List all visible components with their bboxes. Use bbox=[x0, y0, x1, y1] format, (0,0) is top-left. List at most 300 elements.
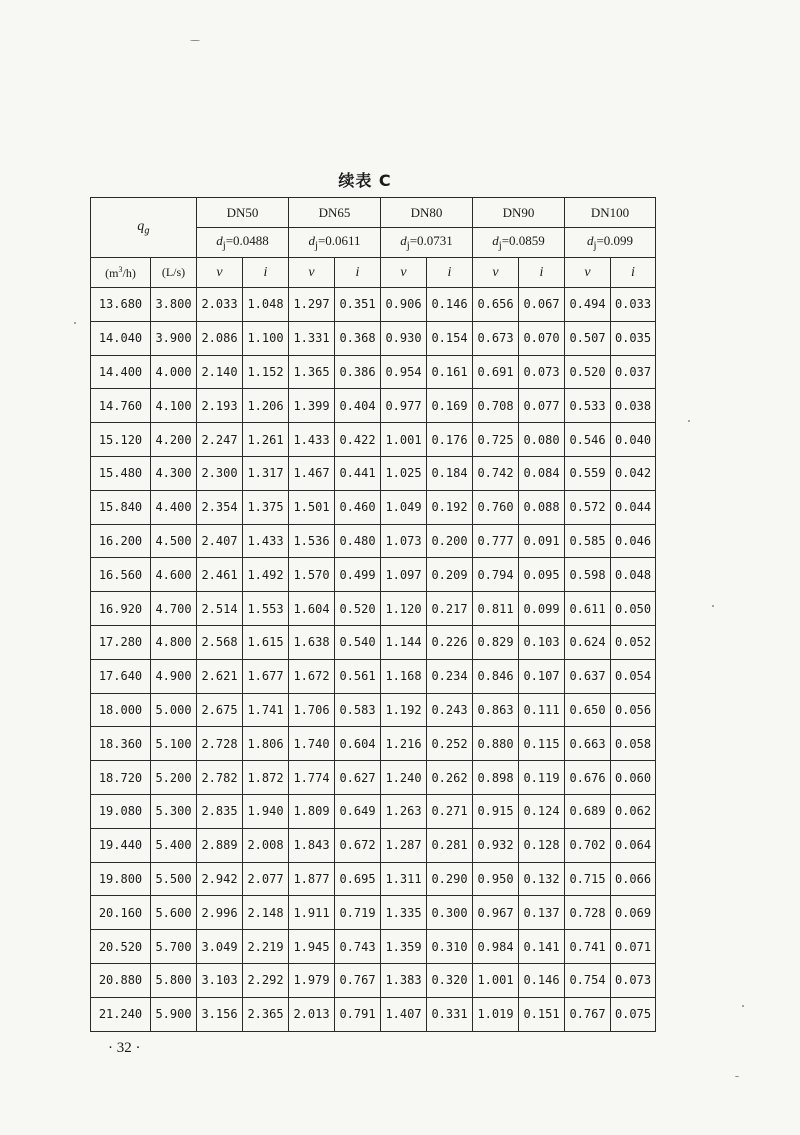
velocity-cell: 2.782 bbox=[197, 761, 243, 795]
dj-sub: j bbox=[498, 239, 502, 252]
velocity-cell: 0.811 bbox=[473, 592, 519, 626]
gradient-cell: 0.422 bbox=[335, 423, 381, 457]
gradient-cell: 0.111 bbox=[519, 693, 565, 727]
velocity-cell: 1.809 bbox=[289, 794, 335, 828]
gradient-cell: 0.226 bbox=[427, 625, 473, 659]
velocity-cell: 0.967 bbox=[473, 896, 519, 930]
dj-header bbox=[381, 228, 473, 258]
velocity-cell: 1.740 bbox=[289, 727, 335, 761]
velocity-cell: 1.168 bbox=[381, 659, 427, 693]
dn-header: DN100 bbox=[565, 198, 656, 228]
flow-m3h-cell: 18.720 bbox=[91, 761, 151, 795]
velocity-cell: 2.835 bbox=[197, 794, 243, 828]
header-row-dn bbox=[91, 198, 656, 228]
gradient-cell: 0.320 bbox=[427, 963, 473, 997]
gradient-cell: 0.217 bbox=[427, 592, 473, 626]
gradient-cell: 0.073 bbox=[519, 355, 565, 389]
dn-header: DN65 bbox=[289, 198, 381, 228]
page-number: · 32 · bbox=[108, 1040, 141, 1056]
velocity-cell: 0.760 bbox=[473, 490, 519, 524]
gradient-cell: 0.695 bbox=[335, 862, 381, 896]
gradient-header: i bbox=[335, 258, 381, 288]
dj-sub: j bbox=[222, 239, 226, 252]
gradient-cell: 0.046 bbox=[611, 524, 656, 558]
flow-m3h-cell: 17.280 bbox=[91, 625, 151, 659]
velocity-cell: 2.407 bbox=[197, 524, 243, 558]
qg-header bbox=[91, 198, 197, 258]
gradient-cell: 0.124 bbox=[519, 794, 565, 828]
velocity-cell: 1.536 bbox=[289, 524, 335, 558]
gradient-cell: 1.317 bbox=[243, 456, 289, 490]
velocity-cell: 1.911 bbox=[289, 896, 335, 930]
gradient-cell: 0.091 bbox=[519, 524, 565, 558]
table-row bbox=[91, 727, 656, 761]
gradient-cell: 1.206 bbox=[243, 389, 289, 423]
gradient-cell: 0.184 bbox=[427, 456, 473, 490]
flow-ls-cell: 4.200 bbox=[151, 423, 197, 457]
velocity-cell: 1.144 bbox=[381, 625, 427, 659]
velocity-cell: 1.025 bbox=[381, 456, 427, 490]
gradient-cell: 0.058 bbox=[611, 727, 656, 761]
velocity-cell: 0.673 bbox=[473, 321, 519, 355]
velocity-cell: 2.140 bbox=[197, 355, 243, 389]
flow-ls-cell: 5.300 bbox=[151, 794, 197, 828]
gradient-cell: 1.940 bbox=[243, 794, 289, 828]
gradient-cell: 0.107 bbox=[519, 659, 565, 693]
gradient-cell: 0.252 bbox=[427, 727, 473, 761]
velocity-cell: 0.932 bbox=[473, 828, 519, 862]
gradient-cell: 0.048 bbox=[611, 558, 656, 592]
dj-symbol: d bbox=[308, 233, 315, 249]
velocity-cell: 0.754 bbox=[565, 963, 611, 997]
flow-ls-cell: 4.600 bbox=[151, 558, 197, 592]
gradient-cell: 0.035 bbox=[611, 321, 656, 355]
table-row bbox=[91, 423, 656, 457]
velocity-cell: 2.942 bbox=[197, 862, 243, 896]
flow-ls-cell: 3.900 bbox=[151, 321, 197, 355]
table-row bbox=[91, 761, 656, 795]
table-row bbox=[91, 558, 656, 592]
gradient-cell: 0.037 bbox=[611, 355, 656, 389]
gradient-cell: 0.200 bbox=[427, 524, 473, 558]
gradient-cell: 0.137 bbox=[519, 896, 565, 930]
velocity-cell: 1.706 bbox=[289, 693, 335, 727]
velocity-cell: 2.193 bbox=[197, 389, 243, 423]
gradient-cell: 0.151 bbox=[519, 997, 565, 1031]
velocity-cell: 0.611 bbox=[565, 592, 611, 626]
velocity-cell: 1.467 bbox=[289, 456, 335, 490]
flow-m3h-cell: 15.120 bbox=[91, 423, 151, 457]
gradient-cell: 0.128 bbox=[519, 828, 565, 862]
gradient-cell: 0.300 bbox=[427, 896, 473, 930]
gradient-cell: 0.672 bbox=[335, 828, 381, 862]
flow-ls-cell: 5.000 bbox=[151, 693, 197, 727]
qg-sub: g bbox=[144, 226, 150, 237]
gradient-cell: 0.066 bbox=[611, 862, 656, 896]
gradient-cell: 1.261 bbox=[243, 423, 289, 457]
velocity-cell: 0.906 bbox=[381, 288, 427, 322]
velocity-cell: 0.650 bbox=[565, 693, 611, 727]
flow-ls-cell: 5.700 bbox=[151, 930, 197, 964]
gradient-cell: 2.008 bbox=[243, 828, 289, 862]
velocity-cell: 1.638 bbox=[289, 625, 335, 659]
gradient-cell: 1.741 bbox=[243, 693, 289, 727]
gradient-cell: 0.310 bbox=[427, 930, 473, 964]
flow-m3h-cell: 16.560 bbox=[91, 558, 151, 592]
gradient-cell: 0.743 bbox=[335, 930, 381, 964]
velocity-cell: 0.656 bbox=[473, 288, 519, 322]
dj-value: =0.099 bbox=[596, 233, 634, 249]
dj-header bbox=[473, 228, 565, 258]
flow-ls-cell: 5.900 bbox=[151, 997, 197, 1031]
gradient-cell: 0.331 bbox=[427, 997, 473, 1031]
velocity-cell: 2.728 bbox=[197, 727, 243, 761]
gradient-cell: 1.433 bbox=[243, 524, 289, 558]
gradient-cell: 2.365 bbox=[243, 997, 289, 1031]
gradient-cell: 0.176 bbox=[427, 423, 473, 457]
gradient-cell: 0.080 bbox=[519, 423, 565, 457]
gradient-cell: 0.234 bbox=[427, 659, 473, 693]
gradient-cell: 0.368 bbox=[335, 321, 381, 355]
velocity-cell: 0.598 bbox=[565, 558, 611, 592]
table-row bbox=[91, 456, 656, 490]
velocity-cell: 0.728 bbox=[565, 896, 611, 930]
gradient-cell: 0.262 bbox=[427, 761, 473, 795]
table-row bbox=[91, 693, 656, 727]
table-body bbox=[91, 288, 656, 1032]
gradient-cell: 0.077 bbox=[519, 389, 565, 423]
gradient-cell: 0.209 bbox=[427, 558, 473, 592]
velocity-cell: 1.407 bbox=[381, 997, 427, 1031]
gradient-cell: 1.375 bbox=[243, 490, 289, 524]
gradient-cell: 0.480 bbox=[335, 524, 381, 558]
velocity-cell: 0.559 bbox=[565, 456, 611, 490]
flow-ls-cell: 4.500 bbox=[151, 524, 197, 558]
dj-value: =0.0731 bbox=[409, 233, 453, 249]
flow-ls-cell: 5.800 bbox=[151, 963, 197, 997]
dn-header: DN80 bbox=[381, 198, 473, 228]
gradient-cell: 0.044 bbox=[611, 490, 656, 524]
velocity-cell: 1.001 bbox=[381, 423, 427, 457]
velocity-cell: 0.572 bbox=[565, 490, 611, 524]
gradient-cell: 0.499 bbox=[335, 558, 381, 592]
velocity-cell: 2.461 bbox=[197, 558, 243, 592]
flow-ls-cell: 4.700 bbox=[151, 592, 197, 626]
gradient-cell: 0.649 bbox=[335, 794, 381, 828]
gradient-cell: 0.084 bbox=[519, 456, 565, 490]
velocity-cell: 0.676 bbox=[565, 761, 611, 795]
gradient-cell: 0.069 bbox=[611, 896, 656, 930]
gradient-cell: 0.070 bbox=[519, 321, 565, 355]
flow-m3h-cell: 14.040 bbox=[91, 321, 151, 355]
velocity-cell: 1.672 bbox=[289, 659, 335, 693]
gradient-cell: 0.520 bbox=[335, 592, 381, 626]
table-row bbox=[91, 355, 656, 389]
velocity-cell: 1.240 bbox=[381, 761, 427, 795]
gradient-cell: 2.292 bbox=[243, 963, 289, 997]
gradient-cell: 0.460 bbox=[335, 490, 381, 524]
velocity-cell: 0.794 bbox=[473, 558, 519, 592]
velocity-cell: 1.001 bbox=[473, 963, 519, 997]
gradient-cell: 0.404 bbox=[335, 389, 381, 423]
table-row bbox=[91, 794, 656, 828]
gradient-cell: 0.054 bbox=[611, 659, 656, 693]
header-row-units bbox=[91, 258, 656, 288]
gradient-cell: 0.290 bbox=[427, 862, 473, 896]
gradient-cell: 0.033 bbox=[611, 288, 656, 322]
flow-m3h-cell: 14.400 bbox=[91, 355, 151, 389]
flow-ls-cell: 4.100 bbox=[151, 389, 197, 423]
table-row bbox=[91, 896, 656, 930]
velocity-cell: 0.742 bbox=[473, 456, 519, 490]
scan-speck bbox=[688, 420, 690, 422]
table-row bbox=[91, 321, 656, 355]
gradient-cell: 0.604 bbox=[335, 727, 381, 761]
gradient-cell: 0.243 bbox=[427, 693, 473, 727]
table-row bbox=[91, 862, 656, 896]
gradient-cell: 1.806 bbox=[243, 727, 289, 761]
gradient-cell: 0.062 bbox=[611, 794, 656, 828]
velocity-cell: 2.568 bbox=[197, 625, 243, 659]
gradient-cell: 0.060 bbox=[611, 761, 656, 795]
gradient-cell: 0.583 bbox=[335, 693, 381, 727]
gradient-cell: 0.791 bbox=[335, 997, 381, 1031]
scan-speck bbox=[190, 40, 200, 41]
velocity-cell: 1.049 bbox=[381, 490, 427, 524]
velocity-cell: 0.863 bbox=[473, 693, 519, 727]
gradient-cell: 0.095 bbox=[519, 558, 565, 592]
velocity-cell: 1.335 bbox=[381, 896, 427, 930]
gradient-cell: 0.540 bbox=[335, 625, 381, 659]
gradient-cell: 0.351 bbox=[335, 288, 381, 322]
velocity-cell: 1.297 bbox=[289, 288, 335, 322]
velocity-cell: 1.097 bbox=[381, 558, 427, 592]
gradient-cell: 0.088 bbox=[519, 490, 565, 524]
velocity-cell: 2.621 bbox=[197, 659, 243, 693]
table-row bbox=[91, 288, 656, 322]
velocity-cell: 0.520 bbox=[565, 355, 611, 389]
velocity-cell: 1.331 bbox=[289, 321, 335, 355]
velocity-cell: 1.192 bbox=[381, 693, 427, 727]
gradient-cell: 0.161 bbox=[427, 355, 473, 389]
velocity-cell: 2.086 bbox=[197, 321, 243, 355]
flow-ls-cell: 4.800 bbox=[151, 625, 197, 659]
gradient-cell: 0.073 bbox=[611, 963, 656, 997]
flow-ls-cell: 4.000 bbox=[151, 355, 197, 389]
gradient-cell: 0.146 bbox=[427, 288, 473, 322]
velocity-cell: 0.507 bbox=[565, 321, 611, 355]
velocity-cell: 2.013 bbox=[289, 997, 335, 1031]
qg-label: q bbox=[137, 218, 145, 234]
velocity-cell: 2.300 bbox=[197, 456, 243, 490]
dj-symbol: d bbox=[492, 233, 499, 249]
table-title: 续表 C bbox=[338, 171, 392, 190]
velocity-cell: 1.604 bbox=[289, 592, 335, 626]
gradient-cell: 0.146 bbox=[519, 963, 565, 997]
velocity-cell: 0.708 bbox=[473, 389, 519, 423]
gradient-cell: 0.627 bbox=[335, 761, 381, 795]
dj-header bbox=[565, 228, 656, 258]
velocity-cell: 2.889 bbox=[197, 828, 243, 862]
velocity-cell: 1.433 bbox=[289, 423, 335, 457]
velocity-cell: 2.354 bbox=[197, 490, 243, 524]
gradient-cell: 0.050 bbox=[611, 592, 656, 626]
velocity-cell: 0.494 bbox=[565, 288, 611, 322]
velocity-header: v bbox=[289, 258, 335, 288]
velocity-cell: 0.689 bbox=[565, 794, 611, 828]
unit-m3h-header bbox=[91, 258, 151, 288]
velocity-cell: 3.156 bbox=[197, 997, 243, 1031]
velocity-cell: 0.585 bbox=[565, 524, 611, 558]
velocity-cell: 1.399 bbox=[289, 389, 335, 423]
flow-ls-cell: 4.400 bbox=[151, 490, 197, 524]
dj-symbol: d bbox=[586, 233, 594, 249]
flow-m3h-cell: 16.920 bbox=[91, 592, 151, 626]
velocity-cell: 2.514 bbox=[197, 592, 243, 626]
unit-sup: 3 bbox=[118, 264, 123, 274]
velocity-cell: 0.767 bbox=[565, 997, 611, 1031]
velocity-cell: 0.637 bbox=[565, 659, 611, 693]
flow-ls-cell: 5.100 bbox=[151, 727, 197, 761]
flow-m3h-cell: 19.080 bbox=[91, 794, 151, 828]
gradient-cell: 1.152 bbox=[243, 355, 289, 389]
gradient-cell: 2.148 bbox=[243, 896, 289, 930]
gradient-cell: 0.115 bbox=[519, 727, 565, 761]
velocity-cell: 0.954 bbox=[381, 355, 427, 389]
flow-table bbox=[90, 197, 656, 1032]
flow-m3h-cell: 14.760 bbox=[91, 389, 151, 423]
dj-header bbox=[197, 228, 289, 258]
velocity-cell: 1.263 bbox=[381, 794, 427, 828]
velocity-cell: 1.945 bbox=[289, 930, 335, 964]
table-row bbox=[91, 524, 656, 558]
gradient-cell: 1.492 bbox=[243, 558, 289, 592]
gradient-cell: 0.386 bbox=[335, 355, 381, 389]
velocity-cell: 0.725 bbox=[473, 423, 519, 457]
table-row bbox=[91, 389, 656, 423]
velocity-cell: 3.049 bbox=[197, 930, 243, 964]
velocity-cell: 1.359 bbox=[381, 930, 427, 964]
flow-m3h-cell: 18.360 bbox=[91, 727, 151, 761]
dj-sub: j bbox=[593, 239, 597, 252]
flow-m3h-cell: 19.440 bbox=[91, 828, 151, 862]
flow-m3h-cell: 15.480 bbox=[91, 456, 151, 490]
flow-m3h-cell: 13.680 bbox=[91, 288, 151, 322]
gradient-cell: 0.441 bbox=[335, 456, 381, 490]
gradient-cell: 0.132 bbox=[519, 862, 565, 896]
gradient-cell: 0.064 bbox=[611, 828, 656, 862]
scan-speck bbox=[74, 322, 76, 324]
gradient-cell: 0.075 bbox=[611, 997, 656, 1031]
table-row bbox=[91, 592, 656, 626]
gradient-header: i bbox=[611, 258, 656, 288]
velocity-cell: 1.877 bbox=[289, 862, 335, 896]
velocity-cell: 0.950 bbox=[473, 862, 519, 896]
flow-ls-cell: 5.400 bbox=[151, 828, 197, 862]
dj-value: =0.0488 bbox=[225, 233, 269, 249]
velocity-cell: 2.675 bbox=[197, 693, 243, 727]
scan-speck bbox=[712, 605, 714, 607]
velocity-cell: 1.365 bbox=[289, 355, 335, 389]
gradient-cell: 0.052 bbox=[611, 625, 656, 659]
gradient-cell: 0.719 bbox=[335, 896, 381, 930]
flow-m3h-cell: 21.240 bbox=[91, 997, 151, 1031]
velocity-header: v bbox=[197, 258, 243, 288]
gradient-header: i bbox=[519, 258, 565, 288]
gradient-cell: 0.169 bbox=[427, 389, 473, 423]
gradient-cell: 1.048 bbox=[243, 288, 289, 322]
gradient-cell: 0.071 bbox=[611, 930, 656, 964]
dj-symbol: d bbox=[216, 233, 223, 249]
gradient-cell: 0.119 bbox=[519, 761, 565, 795]
velocity-cell: 0.930 bbox=[381, 321, 427, 355]
flow-m3h-cell: 20.160 bbox=[91, 896, 151, 930]
velocity-header: v bbox=[473, 258, 519, 288]
gradient-cell: 0.040 bbox=[611, 423, 656, 457]
dj-header bbox=[289, 228, 381, 258]
velocity-cell: 1.073 bbox=[381, 524, 427, 558]
gradient-cell: 0.271 bbox=[427, 794, 473, 828]
velocity-cell: 2.996 bbox=[197, 896, 243, 930]
velocity-cell: 0.691 bbox=[473, 355, 519, 389]
unit-ls-header: (L/s) bbox=[151, 258, 197, 288]
gradient-header: i bbox=[243, 258, 289, 288]
gradient-cell: 0.141 bbox=[519, 930, 565, 964]
flow-ls-cell: 5.500 bbox=[151, 862, 197, 896]
table-row bbox=[91, 659, 656, 693]
velocity-cell: 0.624 bbox=[565, 625, 611, 659]
velocity-cell: 0.829 bbox=[473, 625, 519, 659]
velocity-cell: 1.019 bbox=[473, 997, 519, 1031]
table-row bbox=[91, 997, 656, 1031]
velocity-cell: 0.984 bbox=[473, 930, 519, 964]
velocity-cell: 0.702 bbox=[565, 828, 611, 862]
table-row bbox=[91, 930, 656, 964]
velocity-cell: 3.103 bbox=[197, 963, 243, 997]
scan-speck bbox=[735, 1076, 739, 1077]
dn-header: DN90 bbox=[473, 198, 565, 228]
velocity-cell: 0.663 bbox=[565, 727, 611, 761]
velocity-cell: 0.546 bbox=[565, 423, 611, 457]
velocity-cell: 0.846 bbox=[473, 659, 519, 693]
gradient-cell: 2.219 bbox=[243, 930, 289, 964]
unit-text: /h) bbox=[122, 265, 136, 280]
velocity-cell: 0.880 bbox=[473, 727, 519, 761]
gradient-header: i bbox=[427, 258, 473, 288]
dj-value: =0.0859 bbox=[501, 233, 545, 249]
flow-m3h-cell: 19.800 bbox=[91, 862, 151, 896]
gradient-cell: 1.872 bbox=[243, 761, 289, 795]
gradient-cell: 0.067 bbox=[519, 288, 565, 322]
flow-ls-cell: 5.600 bbox=[151, 896, 197, 930]
velocity-cell: 1.501 bbox=[289, 490, 335, 524]
gradient-cell: 0.103 bbox=[519, 625, 565, 659]
flow-m3h-cell: 20.880 bbox=[91, 963, 151, 997]
gradient-cell: 0.561 bbox=[335, 659, 381, 693]
velocity-cell: 0.741 bbox=[565, 930, 611, 964]
velocity-cell: 2.247 bbox=[197, 423, 243, 457]
scan-speck bbox=[742, 1005, 744, 1007]
flow-ls-cell: 5.200 bbox=[151, 761, 197, 795]
velocity-cell: 1.120 bbox=[381, 592, 427, 626]
velocity-cell: 1.979 bbox=[289, 963, 335, 997]
gradient-cell: 0.154 bbox=[427, 321, 473, 355]
velocity-cell: 0.715 bbox=[565, 862, 611, 896]
flow-m3h-cell: 15.840 bbox=[91, 490, 151, 524]
velocity-cell: 1.843 bbox=[289, 828, 335, 862]
dj-value: =0.0611 bbox=[317, 233, 361, 249]
velocity-cell: 1.383 bbox=[381, 963, 427, 997]
